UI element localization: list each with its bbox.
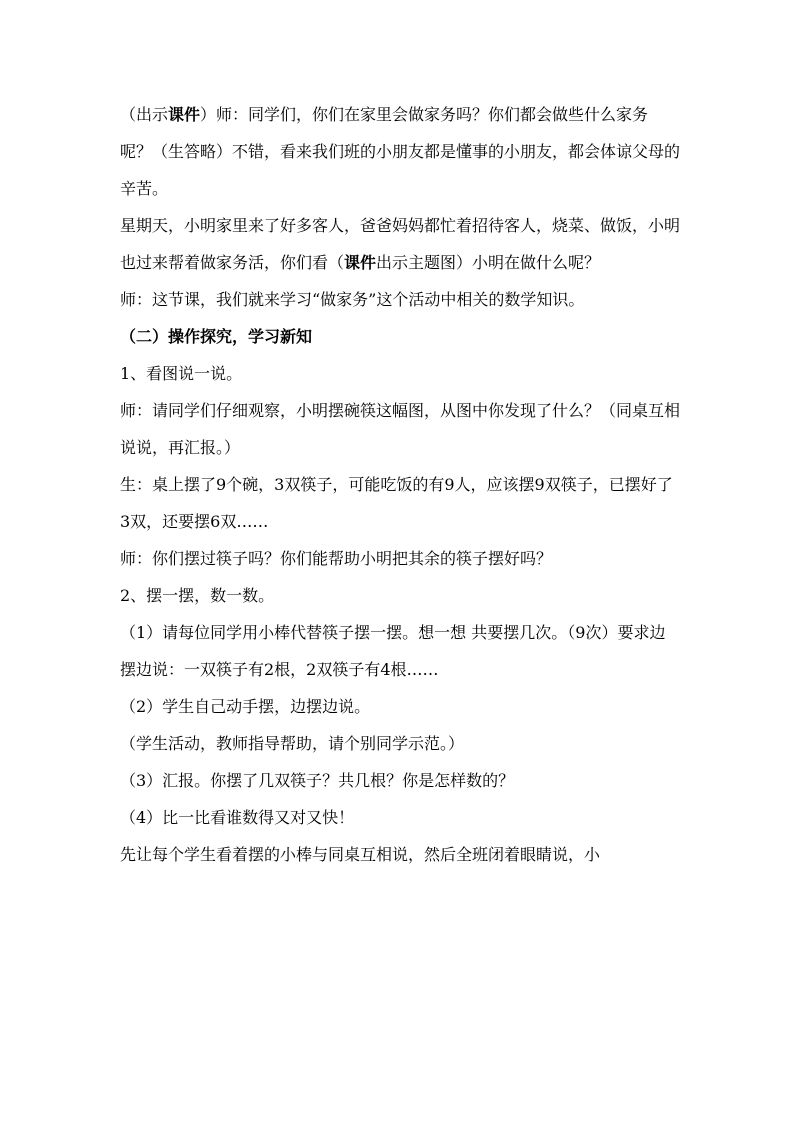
paragraph-teacher-question: 师：你们摆过筷子吗？你们能帮助小明把其余的筷子摆好吗？ bbox=[120, 549, 553, 568]
paragraph-lesson-topic: 师：这节课，我们就来学习“做家务”这个活动中相关的数学知识。 bbox=[120, 290, 585, 309]
courseware-bold-2: 课件 bbox=[344, 253, 377, 272]
paragraph-student-answer: 生：桌上摆了9个碗，3双筷子，可能吃饭的有9人，应该摆9双筷子，已摆好了3双，还要摆6双…… bbox=[120, 475, 673, 531]
paragraph-sunday-post: 出示主题图）小明在做什么呢？ bbox=[376, 253, 601, 272]
paragraph-sunday bbox=[120, 207, 680, 281]
paragraph-intro-pre: （出示 bbox=[120, 105, 169, 124]
paragraph-step-2: 2、摆一摆，数一数。 bbox=[120, 586, 275, 605]
paragraph-sunday-pre: 星期天，小明家里来了好多客人，爸爸妈妈都忙着招待客人，烧菜、做饭，小明也过来帮着做家务活，你们看（ bbox=[120, 216, 681, 272]
paragraph-observe: 师：请同学们仔细观察，小明摆碗筷这幅图，从图中你发现了什么？（同桌互相说说，再汇报。） bbox=[120, 401, 681, 457]
section-heading: （二）操作探究，学习新知 bbox=[120, 327, 313, 346]
paragraph-activity-note: （学生活动，教师指导帮助，请个别同学示范。） bbox=[120, 734, 465, 753]
paragraph-substep-2: （2）学生自己动手摆，边摆边说。 bbox=[120, 697, 371, 716]
paragraph-substep-3: （3）汇报。你摆了几双筷子？共几根？你是怎样数的？ bbox=[120, 771, 515, 790]
paragraph-closing: 先让每个学生看着摆的小棒与同桌互相说，然后全班闭着眼睛说，小 bbox=[120, 845, 601, 864]
paragraph-step-1: 1、看图说一说。 bbox=[120, 364, 243, 383]
paragraph-intro-post: ）师：同学们，你们在家里会做家务吗？你们都会做些什么家务呢？（生答略）不错，看来我们班的小朋友都是懂事的小朋友，都会体谅父母的辛苦。 bbox=[120, 105, 681, 198]
paragraph-intro bbox=[120, 96, 680, 207]
paragraph-substep-1: （1）请每位同学用小棒代替筷子摆一摆。想一想 共要摆几次。（9次）要求边摆边说：一双筷子有2根，2双筷子有4根…… bbox=[120, 623, 666, 679]
courseware-bold-1: 课件 bbox=[168, 105, 201, 124]
paragraph-substep-4: （4）比一比看谁数得又对又快！ bbox=[120, 808, 355, 827]
